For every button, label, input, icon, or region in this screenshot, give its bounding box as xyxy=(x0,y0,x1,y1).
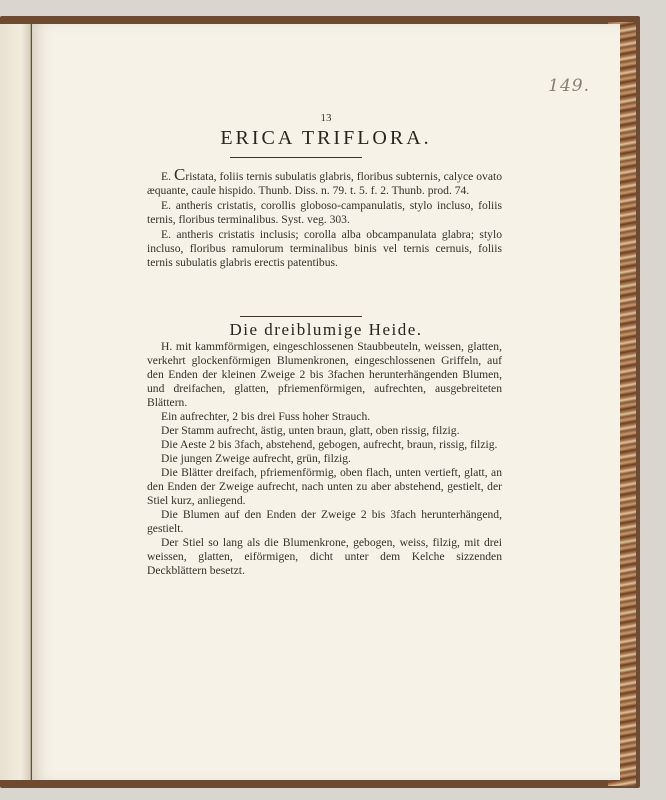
german-paragraph: Der Stamm aufrecht, ästig, unten braun, glatt, oben rissig, filzig. xyxy=(161,424,460,437)
latin-entry: E. antheris cristatis, corollis globoso-campanulatis, stylo incluso, foliis ternis, floribus terminalibus. Syst. veg. 303. xyxy=(147,199,502,226)
title-rule xyxy=(230,157,362,158)
german-paragraph: Die jungen Zweige aufrecht, grün, filzig. xyxy=(161,452,351,465)
handwritten-folio-number: 149. xyxy=(548,76,590,96)
latin-entry: E. antheris cristatis inclusis; corolla alba obcampanulata glabra; stylo incluso, floribus ramulorum terminalibus binis vel ternis cernuis, foliis ternis subulatis glabris erectis patentibus. xyxy=(147,228,502,269)
page-number: 13 xyxy=(320,112,332,124)
facing-page-edge xyxy=(0,24,31,780)
drop-letter: C xyxy=(173,165,186,184)
german-paragraph: Ein aufrechter, 2 bis drei Fuss hoher Strauch. xyxy=(161,410,371,423)
german-description xyxy=(147,340,502,578)
german-paragraph: Der Stiel so lang als die Blumenkrone, gebogen, weiss, filzig, mit drei weissen, glatten, eiförmigen, dicht unter dem Kelche sizzenden Deckblättern besetzt. xyxy=(147,536,502,577)
page-title: ERICA TRIFLORA. xyxy=(220,127,432,149)
book-page xyxy=(32,24,620,780)
latin-description xyxy=(147,165,502,271)
german-paragraph: H. mit kammförmigen, eingeschlossenen Staubbeuteln, weissen, glatten, verkehrt glockenförmigen Blumenkronen, eingeschlossenen Griffeln, auf den Enden der kleinen Zweige 2 bis 3fachen herunterhängenden Blumen, und dreifachen, glatten, pfriemenförmigen, aufrechten, ausgebreiteten Blättern. xyxy=(147,340,502,409)
german-paragraph: Die Aeste 2 bis 3fach, abstehend, gebogen, aufrecht, braun, rissig, filzig. xyxy=(161,438,498,451)
latin-entry-text: ristata, foliis ternis subulatis glabris, floribus subternis, calyce ovato æquante, caule hispido. Thunb. Diss. n. 79. t. 5. f. 2. Thunb. prod. 74. xyxy=(147,170,502,197)
latin-entry xyxy=(147,165,502,198)
section-rule xyxy=(240,316,362,317)
german-paragraph: Die Blumen auf den Enden der Zweige 2 bis 3fach herunterhängend, gestielt. xyxy=(147,508,502,535)
latin-entry-initial: E. xyxy=(161,170,171,183)
german-title: Die dreiblumige Heide. xyxy=(229,320,423,339)
german-paragraph: Die Blätter dreifach, pfriemenförmig, oben flach, unten vertieft, glatt, an den Enden der Zweige aufrecht, nach unten zu aber abstehend, gestielt, der Stiel kurz, anliegend. xyxy=(147,466,502,507)
